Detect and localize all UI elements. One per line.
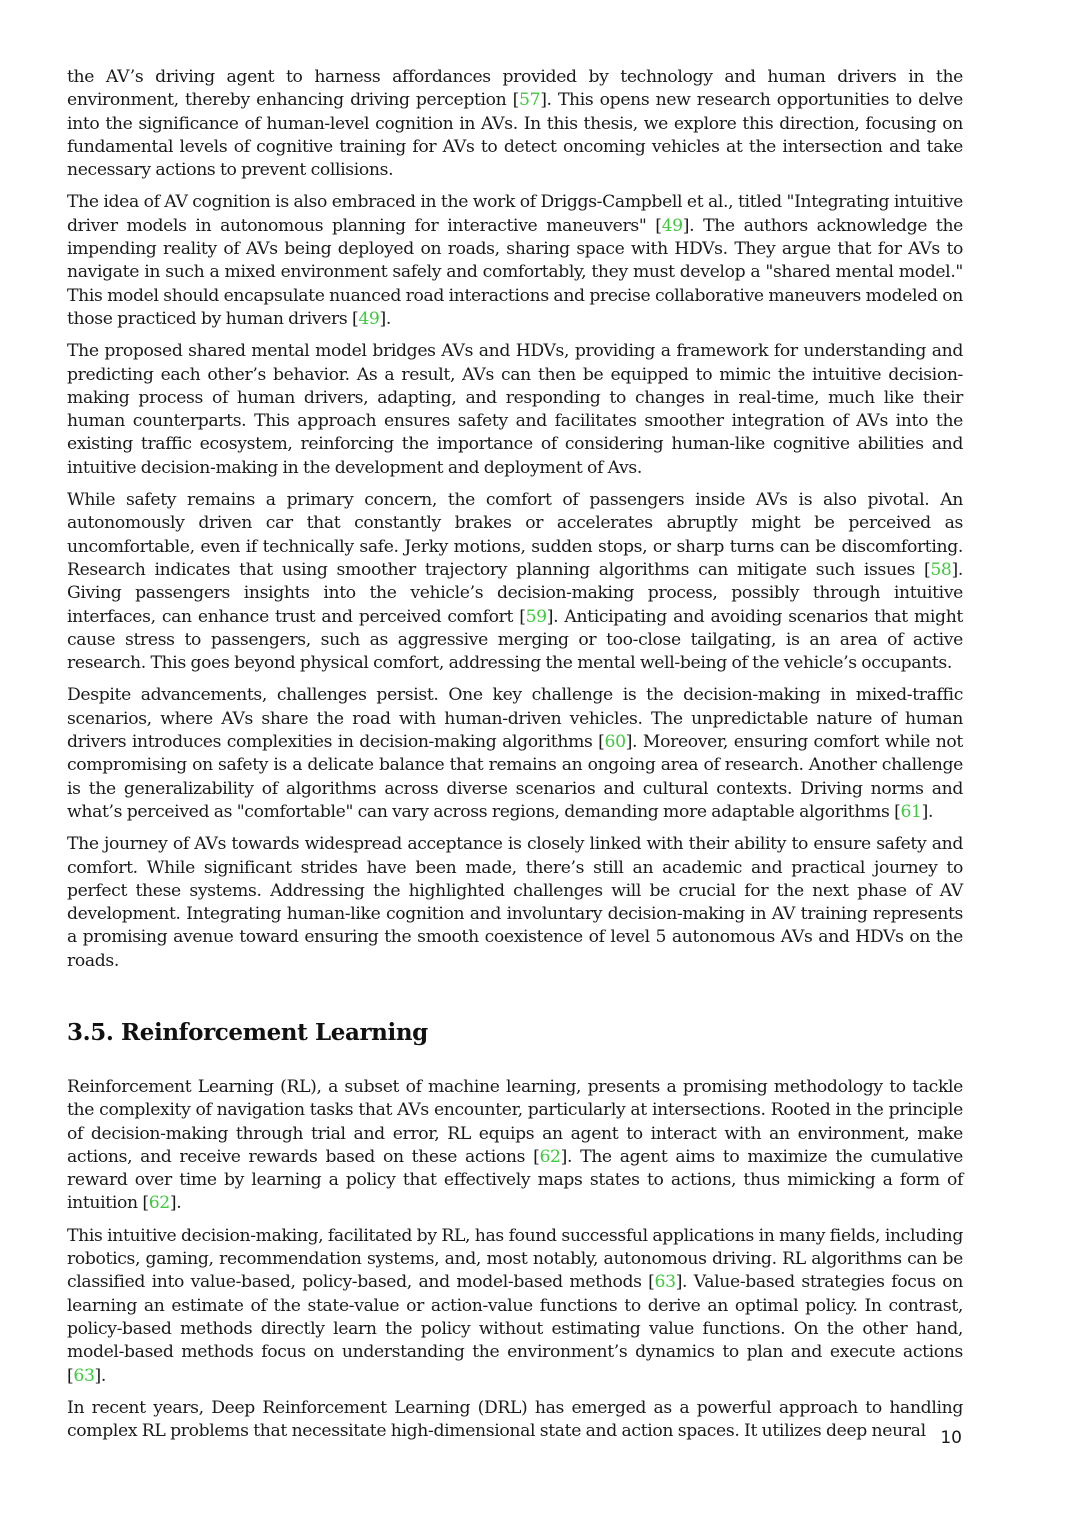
- paragraph: [67, 833, 963, 973]
- citation-link[interactable]: 49: [358, 308, 380, 329]
- citation-link[interactable]: 57: [519, 90, 541, 111]
- paragraph: [67, 684, 963, 824]
- paragraph-text: ]. Giving passengers insights into the vehicle’s decision-making process, possibly through intuitive interfaces, can enhance trust and perceived comfort [: [67, 559, 963, 627]
- citation-link[interactable]: 60: [604, 732, 626, 753]
- paragraph-text: The journey of AVs towards widespread acceptance is closely linked with their ability to ensure safety and comfort. While significant strides have been made, there’s still an academic and practical journey to perfect these systems. Addressing the highlighted challenges will be crucial for the next phase of AV development. Integrating human-like cognition and involuntary decision-making in AV training represents a promising avenue toward ensuring the smooth coexistence of level 5 autonomous AVs and HDVs on the roads.: [67, 834, 963, 971]
- paragraph: [67, 1397, 963, 1444]
- paragraph-text: ]. The agent aims to maximize the cumulative reward over time by learning a policy that effectively maps states to actions, thus mimicking a form of intuition [: [67, 1146, 963, 1214]
- paragraph-text: the AV’s driving agent to harness affordances provided by technology and human drivers in the environment, thereby enhancing driving perception [: [67, 67, 963, 111]
- section-b-paragraphs: [67, 1076, 963, 1443]
- citation-link[interactable]: 59: [525, 606, 547, 627]
- paragraph-text: ]. This opens new research opportunities to delve into the significance of human-level cognition in AVs. In this thesis, we explore this direction, focusing on fundamental levels of cognitive training for AVs to detect oncoming vehicles at the intersection and take necessary actions to prevent collisions.: [67, 90, 963, 181]
- paragraph-text: ].: [169, 1193, 182, 1214]
- citation-link[interactable]: 62: [539, 1146, 561, 1167]
- citation-link[interactable]: 58: [930, 559, 952, 580]
- paragraph-text: ]. The authors acknowledge the impending reality of AVs being deployed on roads, sharing space with HDVs. They argue that for AVs to navigate in such a mixed environment safely and comfortably, they must develop a "shared mental model." This model should encapsulate nuanced road interactions and precise collaborative maneuvers modeled on those practiced by human drivers [: [67, 215, 963, 329]
- paragraph-text: ]. Anticipating and avoiding scenarios that might cause stress to passengers, such as aggressive merging or too-close tailgating, is an area of active research. This goes beyond physical comfort, addressing the mental well-being of the vehicle’s occupants.: [67, 606, 963, 674]
- citation-link[interactable]: 63: [73, 1365, 95, 1386]
- paragraph-text: ].: [94, 1365, 107, 1386]
- page-body: [67, 66, 963, 1452]
- paragraph-text: ]. Value-based strategies focus on learning an estimate of the state-value or action-value functions to derive an optimal policy. In contrast, policy-based methods directly learn the policy without estimating value functions. On the other hand, model-based methods focus on understanding the environment’s dynamics to plan and execute actions [: [67, 1272, 963, 1386]
- paragraph-text: While safety remains a primary concern, the comfort of passengers inside AVs is also pivotal. An autonomously driven car that constantly brakes or accelerates abruptly might be perceived as uncomfortable, even if technically safe. Jerky motions, sudden stops, or sharp turns can be discomforting. Research indicates that using smoother trajectory planning algorithms can mitigate such issues [: [67, 490, 963, 580]
- paragraph: [67, 66, 963, 182]
- citation-link[interactable]: 49: [661, 215, 683, 236]
- paragraph: [67, 1225, 963, 1388]
- paragraph-text: Despite advancements, challenges persist. One key challenge is the decision-making in mixed-traffic scenarios, where AVs share the road with human-driven vehicles. The unpredictable nature of human drivers introduces complexities in decision-making algorithms [: [67, 685, 963, 753]
- paragraph: [67, 191, 963, 331]
- citation-link[interactable]: 61: [900, 801, 922, 822]
- paragraph-text: ].: [921, 801, 934, 822]
- paragraph-text: Reinforcement Learning (RL), a subset of machine learning, presents a promising methodology to tackle the complexity of navigation tasks that AVs encounter, particularly at intersections. Rooted in the principle of decision-making through trial and error, RL equips an agent to interact with an environment, make actions, and receive rewards based on these actions [: [67, 1076, 963, 1167]
- paragraph-text: ].: [379, 308, 391, 329]
- paragraph-text: The proposed shared mental model bridges AVs and HDVs, providing a framework for understanding and predicting each other’s behavior. As a result, AVs can then be equipped to mimic the intuitive decision-making process of human drivers, adapting, and responding to changes in real-time, much like their human counterparts. This approach ensures safety and facilitates smoother integration of AVs into the existing traffic ecosystem, reinforcing the importance of considering human-like cognitive abilities and intuitive decision-making in the development and deployment of Avs.: [67, 341, 963, 478]
- paragraph-text: The idea of AV cognition is also embraced in the work of Driggs-Campbell et al., titled "Integrating intuitive driver models in autonomous planning for interactive maneuvers" [: [67, 192, 963, 236]
- paragraph-text: In recent years, Deep Reinforcement Learning (DRL) has emerged as a powerful approach to handling complex RL problems that necessitate high-dimensional state and action spaces. It utilizes deep neural: [67, 1397, 963, 1442]
- page-number: 10: [940, 1428, 962, 1448]
- paragraph: [67, 1076, 963, 1216]
- paragraph: [67, 489, 963, 675]
- section-a-paragraphs: [67, 66, 963, 973]
- paragraph-text: This intuitive decision-making, facilitated by RL, has found successful applications in many fields, including robotics, gaming, recommendation systems, and, most notably, autonomous driving. RL algorithms can be classified into value-based, policy-based, and model-based methods [: [67, 1225, 963, 1293]
- citation-link[interactable]: 63: [654, 1272, 676, 1293]
- paragraph-text: ]. Moreover, ensuring comfort while not compromising on safety is a delicate balance that remains an ongoing area of research. Another challenge is the generalizability of algorithms across diverse scenarios and cultural contexts. Driving norms and what’s perceived as "comfortable" can vary across regions, demanding more adaptable algorithms [: [67, 732, 963, 822]
- paragraph: [67, 340, 963, 480]
- section-heading: 3.5. Reinforcement Learning: [67, 1018, 428, 1046]
- citation-link[interactable]: 62: [148, 1193, 170, 1214]
